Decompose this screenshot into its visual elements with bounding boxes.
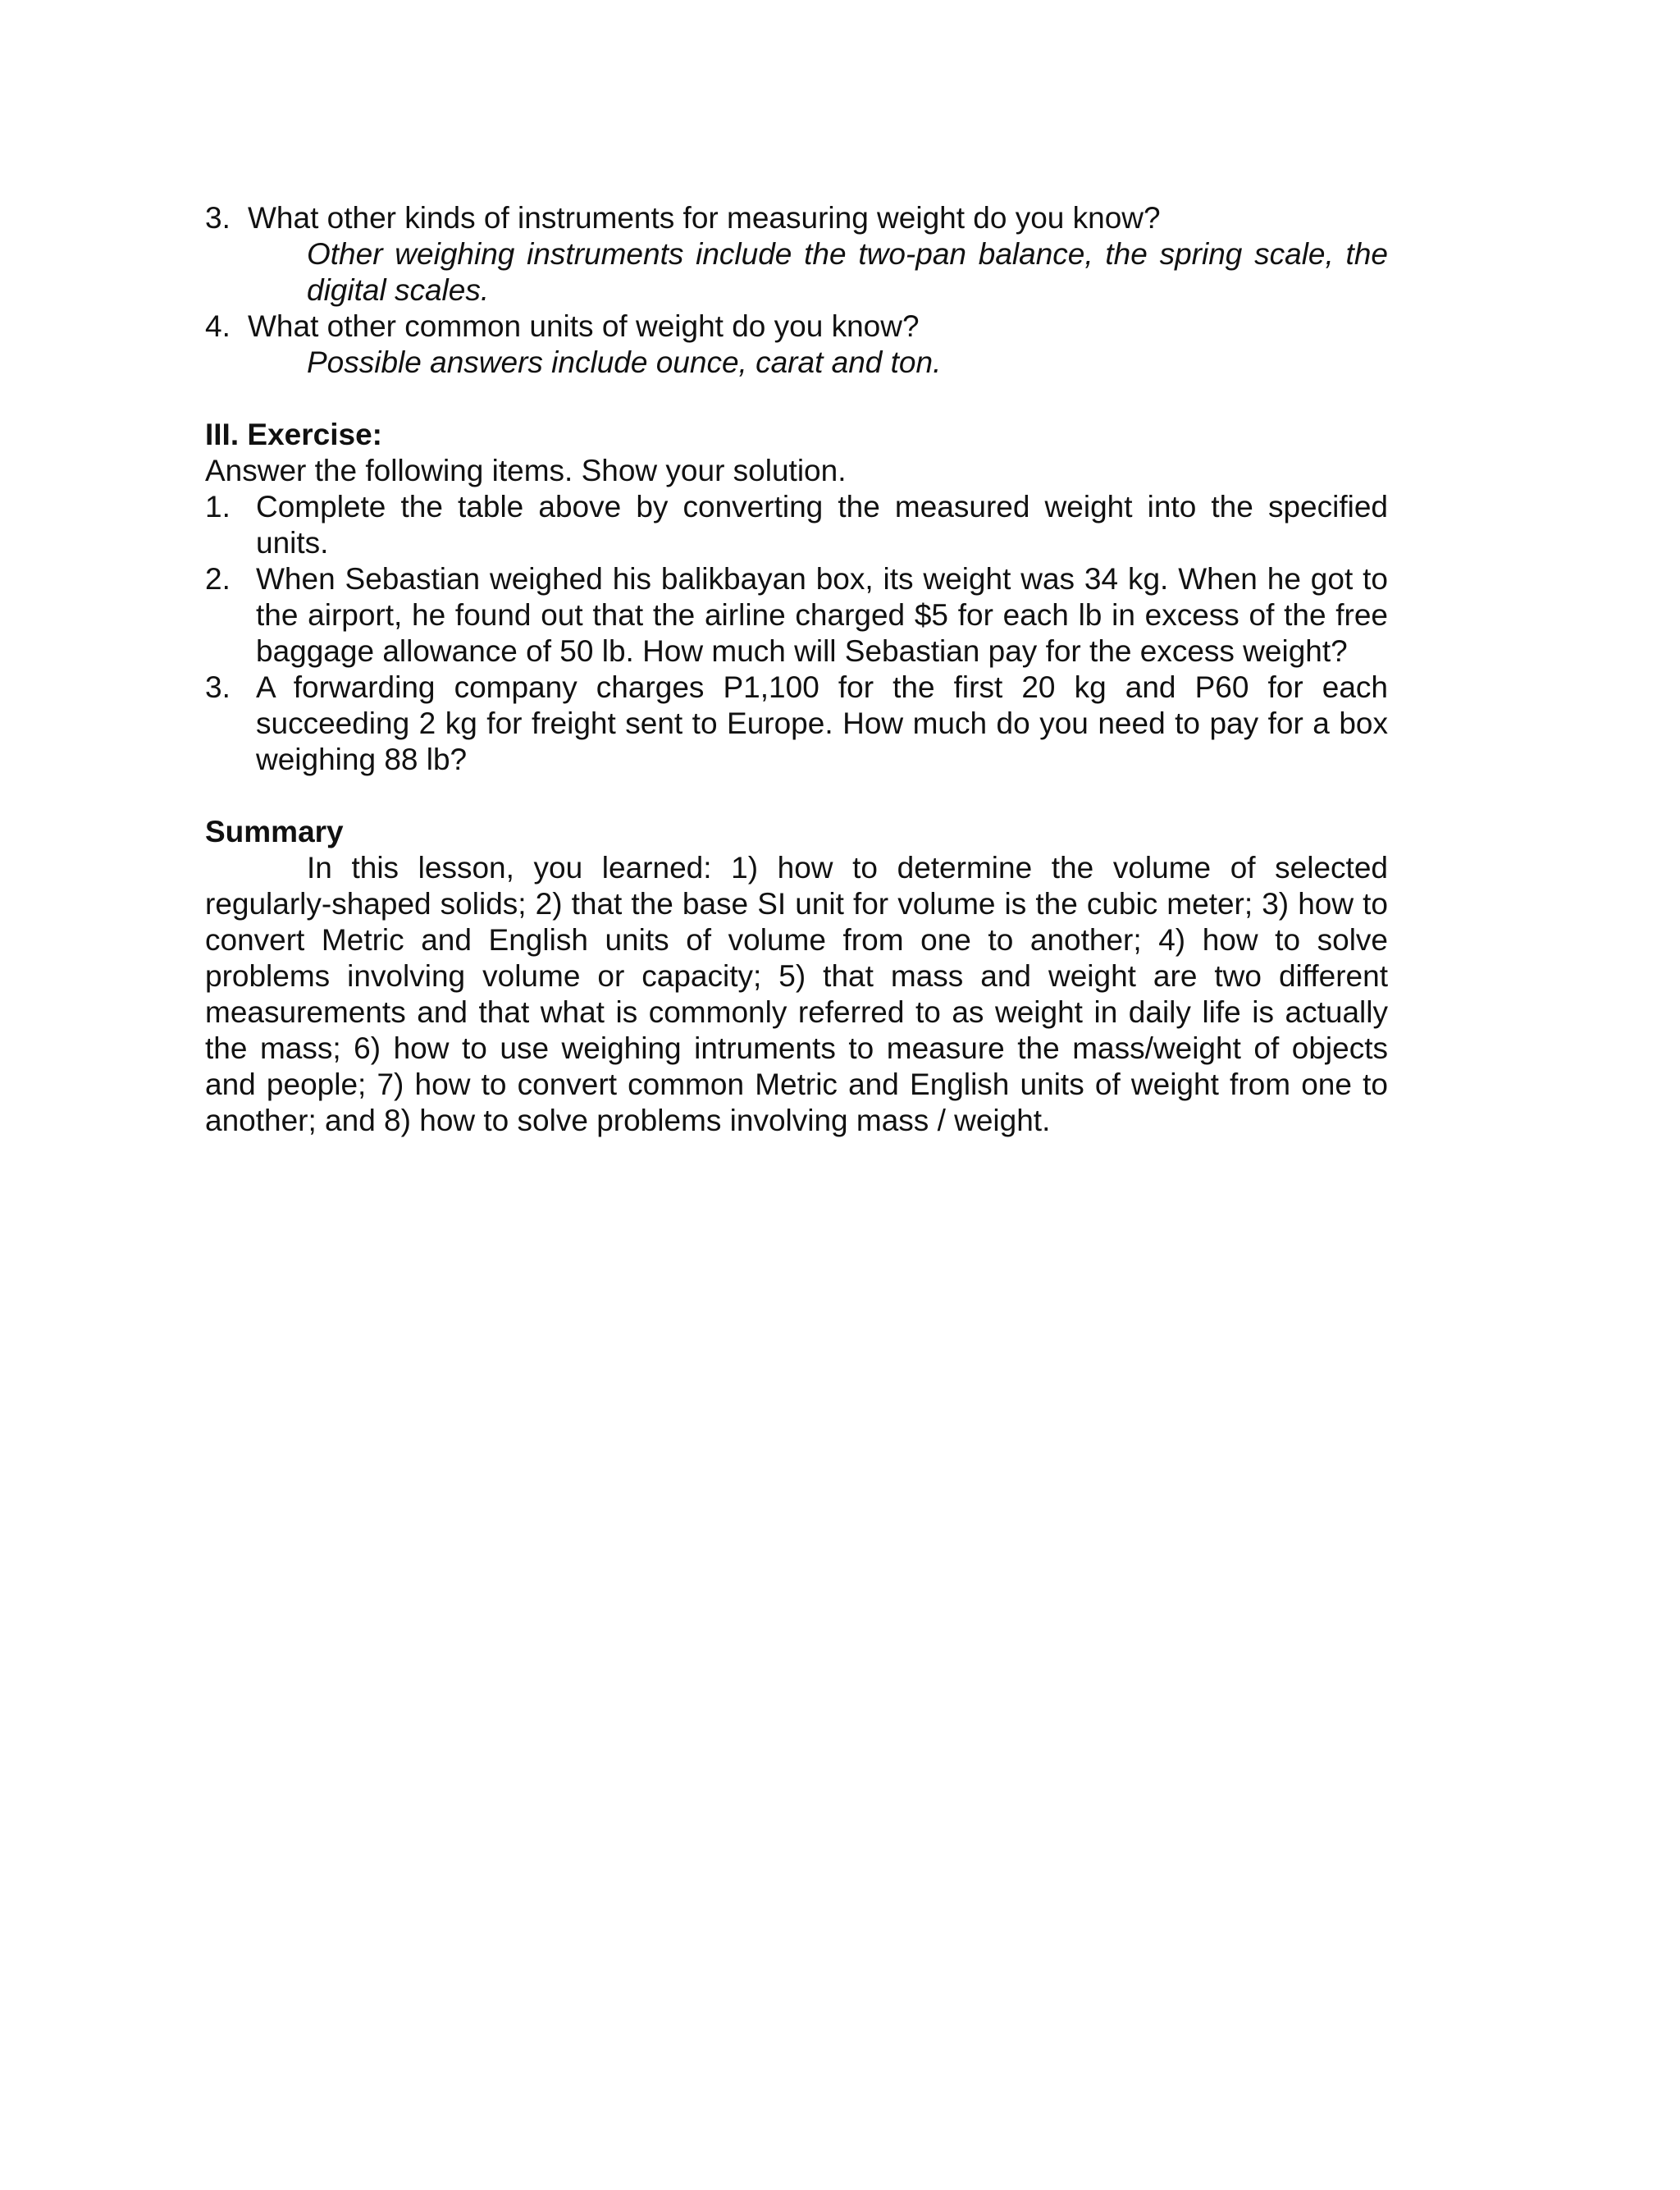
question-number: 3. [205,201,231,235]
summary-paragraph: In this lesson, you learned: 1) how to determine the volume of selected regularly-shaped solids; 2) that the base SI unit for volume is the cubic meter; 3) how to convert Metric and English units of volume from one to another; 4) how to solve problems involving volume or capacity; 5) that mass and weight are two different measurements and that what is commonly referred to as weight in daily life is actually the mass; 6) how to use weighing intruments to measure the mass/weight of objects and people; 7) how to convert common Metric and English units of weight from one to another; and 8) how to solve problems involving mass / weight. [205,851,1388,1137]
question-number: 4. [205,309,231,343]
answer-text: Other weighing instruments include the two-pan balance, the spring scale, the digital scales. [307,237,1388,307]
exercise-text: When Sebastian weighed his balikbayan box, its weight was 34 kg. When he got to the airport, he found out that the airline charged $5 for each lb in excess of the free baggage allowance of 50 lb. How much will Sebastian pay for the excess weight? [256,562,1388,668]
exercise-item [205,561,1388,670]
exercise-number: 1. [205,490,231,523]
exercise-heading: III. Exercise: [205,418,382,451]
answer-text: Possible answers include ounce, carat and ton. [307,345,942,379]
exercise-item [205,489,1388,561]
exercise-text: A forwarding company charges P1,100 for the first 20 kg and P60 for each succeeding 2 kg for freight sent to Europe. How much do you need to pay for a box weighing 88 lb? [256,670,1388,776]
question-text: What other common units of weight do you know? [248,309,920,343]
exercise-number: 3. [205,670,231,704]
question-text: What other kinds of instruments for measuring weight do you know? [248,201,1161,235]
question-item [205,309,1388,345]
document-page [205,200,1388,1139]
exercise-instruction: Answer the following items. Show your solution. [205,454,847,487]
exercise-item [205,670,1388,778]
summary-heading: Summary [205,815,344,848]
spacer [205,778,1388,814]
spacer [205,381,1388,417]
exercise-text: Complete the table above by converting the measured weight into the specified units. [256,490,1388,560]
exercise-number: 2. [205,562,231,596]
question-item [205,200,1388,236]
